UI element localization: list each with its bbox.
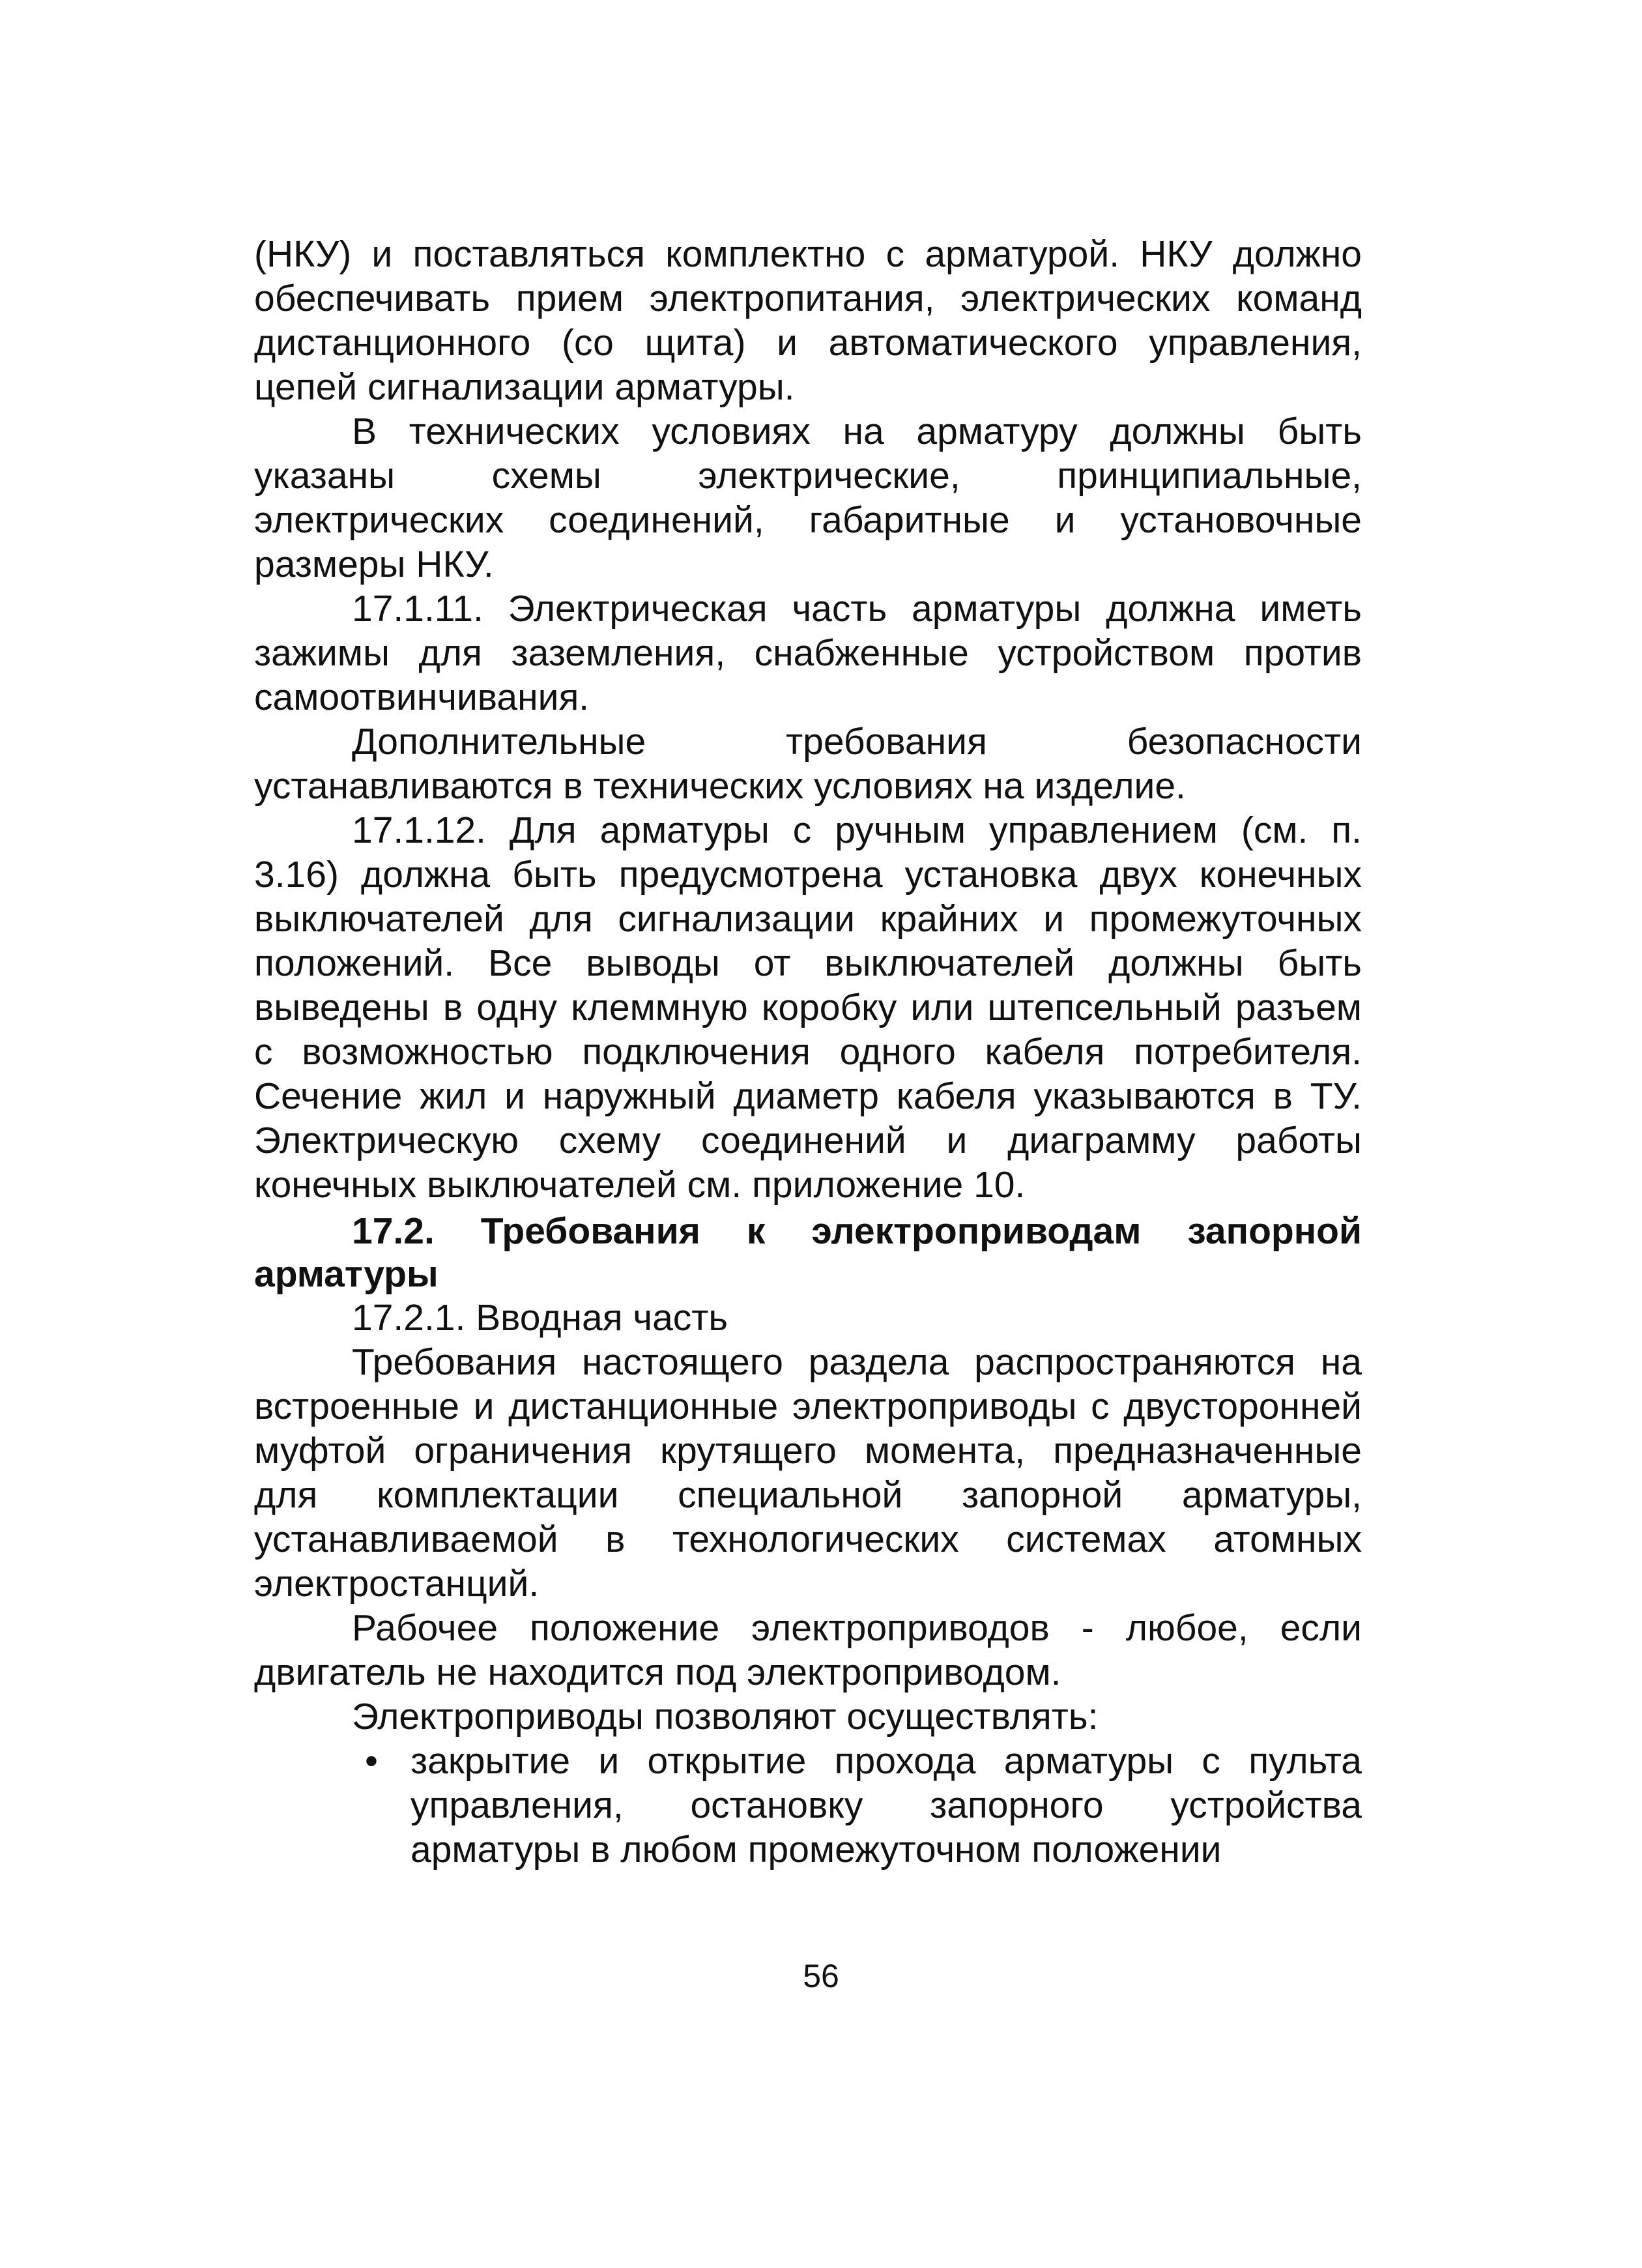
list-item-text: закрытие и открытие прохода арматуры с пульта управления, остановку запорного устройства арматуры в любом промежуточном положении bbox=[410, 1740, 1362, 1870]
page-body bbox=[254, 232, 1362, 1872]
capabilities-list bbox=[254, 1739, 1362, 1872]
page-number: 56 bbox=[803, 1958, 839, 1994]
bullet-icon: • bbox=[365, 1740, 378, 1782]
paragraph-17-1-12: 17.1.12. Для арматуры с ручным управлением (см. п. 3.16) должна быть предусмотрена установка двух конечных выключателей для сигнализации крайних и промежуточных положений. Все выводы от выключателей должны быть выведены в одну клеммную коробку или штепсельный разъем с возможностью подключения одного кабеля потребителя. Сечение жил и наружный диаметр кабеля указываются в ТУ. Электрическую схему соединений и диаграмму работы конечных выключателей см. приложение 10. bbox=[254, 809, 1362, 1206]
paragraph-17-1-11: 17.1.11. Электрическая часть арматуры должна иметь зажимы для заземления, снабженные устройством против самоотвинчивания. bbox=[254, 588, 1362, 718]
paragraph-nku-continuation: (НКУ) и поставляться комплектно с арматурой. НКУ должно обеспечивать прием электропитания, электрических команд дистанционного (со щита) и автоматического управления, цепей сигнализации арматуры. bbox=[254, 233, 1362, 408]
paragraph-technical-conditions: В технических условиях на арматуру должны быть указаны схемы электрические, принципиальные, электрических соединений, габаритные и установочные размеры НКУ. bbox=[254, 411, 1362, 585]
paragraph-working-position: Рабочее положение электроприводов - любое, если двигатель не находится под электроприводом. bbox=[254, 1607, 1362, 1693]
paragraph-capabilities-intro: Электроприводы позволяют осуществлять: bbox=[352, 1696, 1099, 1737]
paragraph-additional-requirements: Дополнительные требования безопасности устанавливаются в технических условиях на изделие. bbox=[254, 721, 1362, 807]
paragraph-scope: Требования настоящего раздела распространяются на встроенные и дистанционные электроприводы с двусторонней муфтой ограничения крутящего момента, предназначенные для комплектации специальной запорной арматуры, устанавливаемой в технологических системах атомных электростанций. bbox=[254, 1341, 1362, 1605]
list-item bbox=[254, 1739, 1362, 1872]
section-heading-17-2: 17.2. Требования к электроприводам запорной арматуры bbox=[254, 1210, 1362, 1295]
subsection-heading-17-2-1: 17.2.1. Вводная часть bbox=[352, 1297, 728, 1339]
